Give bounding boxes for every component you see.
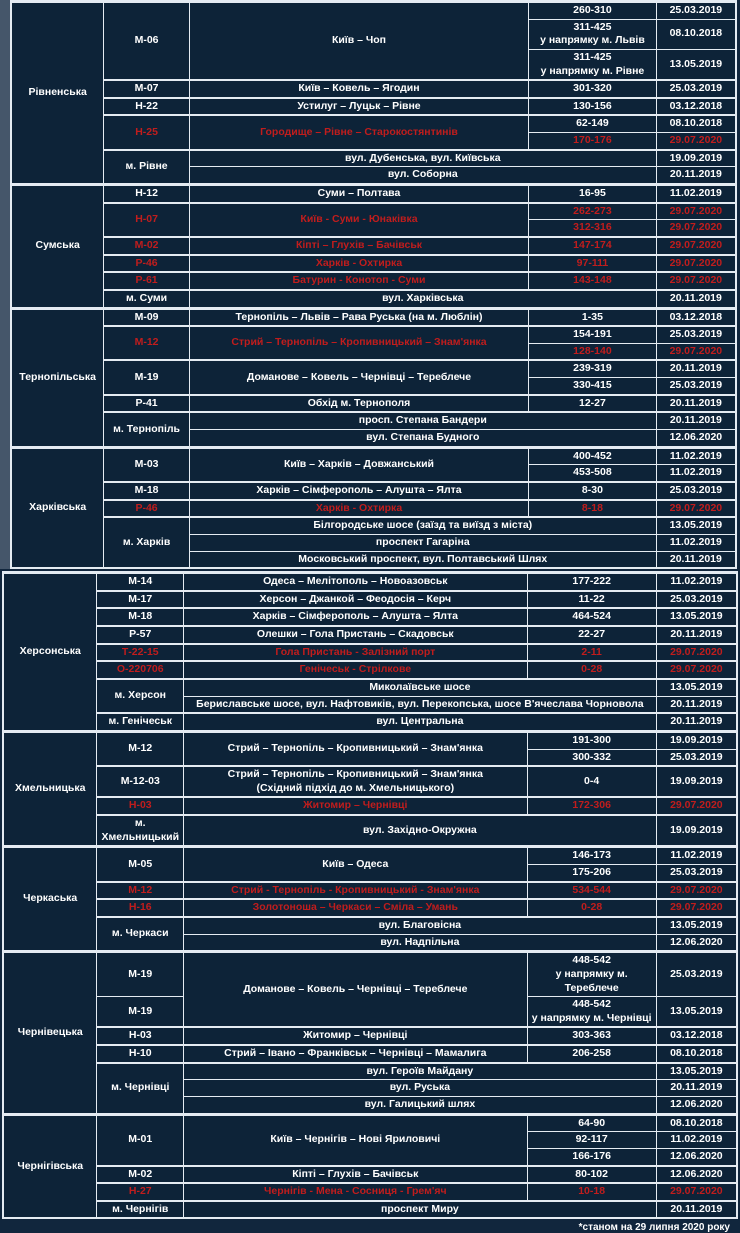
road-code-cell: М-02 [104, 237, 190, 255]
date-cell: 12.06.2020 [656, 1097, 737, 1115]
street-cell: вул. Центральна [184, 713, 657, 731]
date-cell: 25.03.2019 [656, 80, 736, 98]
road-code-cell: Н-25 [104, 115, 190, 149]
date-cell: 03.12.2018 [656, 98, 736, 116]
date-cell: 20.11.2019 [656, 551, 736, 568]
km-range-cell: 534-544 [527, 882, 656, 900]
km-range-cell: 400-452 [529, 447, 657, 465]
date-cell: 20.11.2019 [656, 713, 737, 731]
road-code-cell: Р-41 [104, 395, 190, 413]
km-range-cell: 239-319 [529, 360, 657, 377]
street-cell: вул. Надпільна [184, 934, 657, 952]
street-cell: вул. Соборна [189, 167, 656, 185]
route-cell: Стрий – Тернопіль – Кропивницький – Знам'янка [189, 326, 528, 360]
route-cell: Стрий – Тернопіль – Кропивницький – Знам'янка (Східний підхід до м. Хмельницького) [184, 766, 528, 797]
km-range-cell: 0-28 [527, 899, 656, 917]
km-range-cell: 172-306 [527, 797, 656, 815]
km-range-cell: 175-206 [527, 865, 656, 882]
route-cell: Городище – Рівне – Старокостянтинів [189, 115, 528, 149]
km-range-cell: 130-156 [529, 98, 657, 116]
road-code-cell: М-01 [97, 1114, 184, 1165]
date-cell: 25.03.2019 [656, 591, 737, 609]
route-cell: Стрий - Тернопіль - Кропивницький - Знам'янка [184, 882, 528, 900]
region-cell: Сумська [11, 185, 104, 308]
date-cell: 20.11.2019 [656, 167, 736, 185]
km-range-cell: 301-320 [529, 80, 657, 98]
date-cell: 29.07.2020 [656, 661, 737, 679]
road-code-cell: М-18 [104, 482, 190, 500]
road-code-cell: О-220706 [97, 661, 184, 679]
km-range-cell: 2-11 [527, 644, 656, 662]
date-cell: 11.02.2019 [656, 847, 737, 865]
date-cell: 19.09.2019 [656, 731, 737, 749]
route-cell: Харків - Охтирка [189, 500, 528, 518]
road-code-cell: М-18 [97, 608, 184, 626]
street-cell: Білгородське шосе (заїзд та виїзд з міста) [189, 517, 656, 534]
road-code-cell: М-05 [97, 847, 184, 882]
km-range-cell: 206-258 [527, 1045, 656, 1063]
date-cell: 08.10.2018 [656, 1045, 737, 1063]
date-cell: 29.07.2020 [656, 797, 737, 815]
region-cell: Чернівецька [3, 952, 97, 1114]
date-cell: 12.06.2020 [656, 934, 737, 952]
road-code-cell: Р-46 [104, 255, 190, 273]
road-code-cell: М-07 [104, 80, 190, 98]
km-range-cell: 16-95 [529, 185, 657, 203]
km-range-cell: 312-316 [529, 220, 657, 237]
km-range-cell: 453-508 [529, 465, 657, 482]
road-code-cell: Н-27 [97, 1183, 184, 1201]
route-cell: Кіпті – Глухів – Бачівськ [189, 237, 528, 255]
roads-table-panel-top [0, 0, 737, 569]
date-cell: 08.10.2018 [656, 115, 736, 132]
km-range-cell: 154-191 [529, 326, 657, 343]
km-range-cell: 262-273 [529, 203, 657, 220]
km-range-cell: 64-90 [527, 1114, 656, 1132]
route-cell: Гола Пристань - Залізний порт [184, 644, 528, 662]
street-cell: проспект Миру [184, 1201, 657, 1219]
date-cell: 29.07.2020 [656, 237, 736, 255]
date-cell: 29.07.2020 [656, 882, 737, 900]
street-cell: вул. Руська [184, 1080, 657, 1097]
city-cell: м. Чернівці [97, 1063, 184, 1114]
km-range-cell: 128-140 [529, 343, 657, 360]
route-cell: Житомир – Чернівці [184, 1027, 528, 1045]
km-range-cell: 448-542 у напрямку м. Чернівці [527, 997, 656, 1028]
region-cell: Чернігівська [3, 1114, 97, 1218]
city-cell: м. Генічеськ [97, 713, 184, 731]
date-cell: 13.05.2019 [656, 49, 736, 80]
date-cell: 11.02.2019 [656, 534, 736, 551]
street-cell: вул. Харківська [189, 290, 656, 308]
street-cell: вул. Благовісна [184, 917, 657, 934]
road-code-cell: Р-61 [104, 272, 190, 290]
city-cell: м. Херсон [97, 679, 184, 713]
street-cell: Бериславське шосе, вул. Нафтовиків, вул. Перекопська, шосе В'ячеслава Чорновола [184, 696, 657, 713]
km-range-cell: 8-30 [529, 482, 657, 500]
km-range-cell: 300-332 [527, 749, 656, 766]
route-cell: Стрий – Тернопіль – Кропивницький – Знам'янка [184, 731, 528, 766]
route-cell: Харків – Сімферополь – Алушта – Ялта [184, 608, 528, 626]
route-cell: Одеса – Мелітополь – Новоазовськ [184, 573, 528, 591]
km-range-cell: 8-18 [529, 500, 657, 518]
region-cell: Рівненська [11, 2, 104, 185]
date-cell: 13.05.2019 [656, 1063, 737, 1080]
date-cell: 19.09.2019 [656, 766, 737, 797]
date-cell: 13.05.2019 [656, 679, 737, 696]
road-code-cell: М-12 [97, 731, 184, 766]
date-cell: 25.03.2019 [656, 865, 737, 882]
km-range-cell: 147-174 [529, 237, 657, 255]
km-range-cell: 448-542 у напрямку м. Тереблече [527, 952, 656, 997]
roads-table-block-1 [10, 0, 737, 569]
road-code-cell: М-19 [97, 952, 184, 997]
date-cell: 08.10.2018 [656, 19, 736, 49]
route-cell: Тернопіль – Львів – Рава Руська (на м. Люблін) [189, 308, 528, 326]
route-cell: Доманове – Ковель – Чернівці – Тереблече [184, 952, 528, 1028]
date-cell: 20.11.2019 [656, 360, 736, 377]
city-cell: м. Суми [104, 290, 190, 308]
city-cell: м. Рівне [104, 150, 190, 185]
km-range-cell: 92-117 [527, 1132, 656, 1149]
road-code-cell: Н-10 [97, 1045, 184, 1063]
km-range-cell: 11-22 [527, 591, 656, 609]
region-cell: Харківська [11, 447, 104, 568]
date-cell: 29.07.2020 [656, 220, 736, 237]
road-code-cell: М-14 [97, 573, 184, 591]
road-code-cell: Н-12 [104, 185, 190, 203]
roads-table-panel-bottom [0, 571, 740, 1219]
km-range-cell: 330-415 [529, 378, 657, 395]
road-code-cell: М-06 [104, 2, 190, 81]
route-cell: Чернігів - Мена - Сосниця - Грем'яч [184, 1183, 528, 1201]
route-cell: Київ – Одеса [184, 847, 528, 882]
date-cell: 12.06.2020 [656, 1148, 737, 1165]
km-range-cell: 303-363 [527, 1027, 656, 1045]
km-range-cell: 191-300 [527, 731, 656, 749]
street-cell: вул. Західно-Окружна [184, 815, 657, 847]
road-code-cell: М-17 [97, 591, 184, 609]
date-cell: 20.11.2019 [656, 626, 737, 644]
km-range-cell: 311-425 у напрямку м. Львів [529, 19, 657, 49]
road-code-cell: Н-16 [97, 899, 184, 917]
date-cell: 25.03.2019 [656, 378, 736, 395]
road-code-cell: Н-07 [104, 203, 190, 237]
date-cell: 20.11.2019 [656, 412, 736, 429]
street-cell: вул. Героїв Майдану [184, 1063, 657, 1080]
route-cell: Золотоноша – Черкаси – Сміла – Умань [184, 899, 528, 917]
date-cell: 25.03.2019 [656, 2, 736, 20]
date-cell: 29.07.2020 [656, 255, 736, 273]
km-range-cell: 177-222 [527, 573, 656, 591]
date-cell: 29.07.2020 [656, 644, 737, 662]
date-cell: 11.02.2019 [656, 185, 736, 203]
road-code-cell: Н-22 [104, 98, 190, 116]
date-cell: 20.11.2019 [656, 1201, 737, 1219]
road-code-cell: Т-22-15 [97, 644, 184, 662]
street-cell: вул. Степана Будного [189, 430, 656, 448]
footnote: *станом на 29 липня 2020 року [578, 1222, 730, 1233]
region-cell: Черкаська [3, 847, 97, 952]
route-cell: Суми – Полтава [189, 185, 528, 203]
route-cell: Київ - Суми - Юнаківка [189, 203, 528, 237]
route-cell: Київ – Харків – Довжанський [189, 447, 528, 482]
km-range-cell: 0-4 [527, 766, 656, 797]
date-cell: 25.03.2019 [656, 326, 736, 343]
route-cell: Київ – Чернігів – Нові Яриловичі [184, 1114, 528, 1165]
km-range-cell: 62-149 [529, 115, 657, 132]
city-cell: м. Харків [104, 517, 190, 568]
road-code-cell: М-12 [104, 326, 190, 360]
route-cell: Київ – Ковель – Ягодин [189, 80, 528, 98]
km-range-cell: 97-111 [529, 255, 657, 273]
date-cell: 20.11.2019 [656, 290, 736, 308]
route-cell: Батурин - Конотоп - Суми [189, 272, 528, 290]
date-cell: 29.07.2020 [656, 343, 736, 360]
road-code-cell: М-19 [104, 360, 190, 394]
date-cell: 03.12.2018 [656, 1027, 737, 1045]
roads-table-block-2 [2, 571, 738, 1219]
route-cell: Харків – Сімферополь – Алушта – Ялта [189, 482, 528, 500]
date-cell: 12.06.2020 [656, 430, 736, 448]
route-cell: Кіпті – Глухів – Бачівськ [184, 1166, 528, 1184]
km-range-cell: 260-310 [529, 2, 657, 20]
date-cell: 20.11.2019 [656, 696, 737, 713]
km-range-cell: 1-35 [529, 308, 657, 326]
date-cell: 25.03.2019 [656, 482, 736, 500]
road-code-cell: М-09 [104, 308, 190, 326]
date-cell: 13.05.2019 [656, 608, 737, 626]
km-range-cell: 0-28 [527, 661, 656, 679]
date-cell: 03.12.2018 [656, 308, 736, 326]
route-cell: Олешки – Гола Пристань – Скадовськ [184, 626, 528, 644]
date-cell: 29.07.2020 [656, 133, 736, 150]
city-cell: м. Хмельницький [97, 815, 184, 847]
date-cell: 12.06.2020 [656, 1166, 737, 1184]
road-code-cell: Р-46 [104, 500, 190, 518]
route-cell: Херсон – Джанкой – Феодосія – Керч [184, 591, 528, 609]
street-cell: просп. Степана Бандери [189, 412, 656, 429]
date-cell: 11.02.2019 [656, 573, 737, 591]
region-cell: Херсонська [3, 573, 97, 732]
city-cell: м. Черкаси [97, 917, 184, 952]
road-code-cell: М-12 [97, 882, 184, 900]
date-cell: 13.05.2019 [656, 997, 737, 1028]
date-cell: 29.07.2020 [656, 1183, 737, 1201]
date-cell: 11.02.2019 [656, 1132, 737, 1149]
street-cell: вул. Галицький шлях [184, 1097, 657, 1115]
route-cell: Доманове – Ковель – Чернівці – Тереблече [189, 360, 528, 394]
street-cell: Московський проспект, вул. Полтавський Шлях [189, 551, 656, 568]
road-code-cell: Р-57 [97, 626, 184, 644]
date-cell: 20.11.2019 [656, 1080, 737, 1097]
route-cell: Стрий – Івано – Франківськ – Чернівці – Мамалига [184, 1045, 528, 1063]
road-code-cell: Н-03 [97, 1027, 184, 1045]
km-range-cell: 146-173 [527, 847, 656, 865]
region-cell: Хмельницька [3, 731, 97, 846]
route-cell: Харків - Охтирка [189, 255, 528, 273]
km-range-cell: 311-425 у напрямку м. Рівне [529, 49, 657, 80]
city-cell: м. Тернопіль [104, 412, 190, 447]
km-range-cell: 12-27 [529, 395, 657, 413]
date-cell: 29.07.2020 [656, 203, 736, 220]
date-cell: 29.07.2020 [656, 899, 737, 917]
date-cell: 11.02.2019 [656, 447, 736, 465]
date-cell: 13.05.2019 [656, 517, 736, 534]
road-code-cell: М-19 [97, 997, 184, 1028]
road-code-cell: М-03 [104, 447, 190, 482]
km-range-cell: 10-18 [527, 1183, 656, 1201]
road-code-cell: М-12-03 [97, 766, 184, 797]
route-cell: Генічеськ - Стрілкове [184, 661, 528, 679]
km-range-cell: 80-102 [527, 1166, 656, 1184]
date-cell: 19.09.2019 [656, 150, 736, 167]
km-range-cell: 22-27 [527, 626, 656, 644]
date-cell: 29.07.2020 [656, 272, 736, 290]
km-range-cell: 170-176 [529, 133, 657, 150]
date-cell: 08.10.2018 [656, 1114, 737, 1132]
km-range-cell: 464-524 [527, 608, 656, 626]
date-cell: 25.03.2019 [656, 952, 737, 997]
date-cell: 29.07.2020 [656, 500, 736, 518]
route-cell: Обхід м. Тернополя [189, 395, 528, 413]
region-cell: Тернопільська [11, 308, 104, 447]
km-range-cell: 166-176 [527, 1148, 656, 1165]
date-cell: 11.02.2019 [656, 465, 736, 482]
road-code-cell: М-02 [97, 1166, 184, 1184]
km-range-cell: 143-148 [529, 272, 657, 290]
date-cell: 19.09.2019 [656, 815, 737, 847]
date-cell: 20.11.2019 [656, 395, 736, 413]
street-cell: проспект Гагаріна [189, 534, 656, 551]
route-cell: Устилуг – Луцьк – Рівне [189, 98, 528, 116]
street-cell: Миколаївське шосе [184, 679, 657, 696]
route-cell: Житомир – Чернівці [184, 797, 528, 815]
city-cell: м. Чернігів [97, 1201, 184, 1219]
road-code-cell: Н-03 [97, 797, 184, 815]
street-cell: вул. Дубенська, вул. Київська [189, 150, 656, 167]
route-cell: Київ – Чоп [189, 2, 528, 81]
date-cell: 13.05.2019 [656, 917, 737, 934]
date-cell: 25.03.2019 [656, 749, 737, 766]
